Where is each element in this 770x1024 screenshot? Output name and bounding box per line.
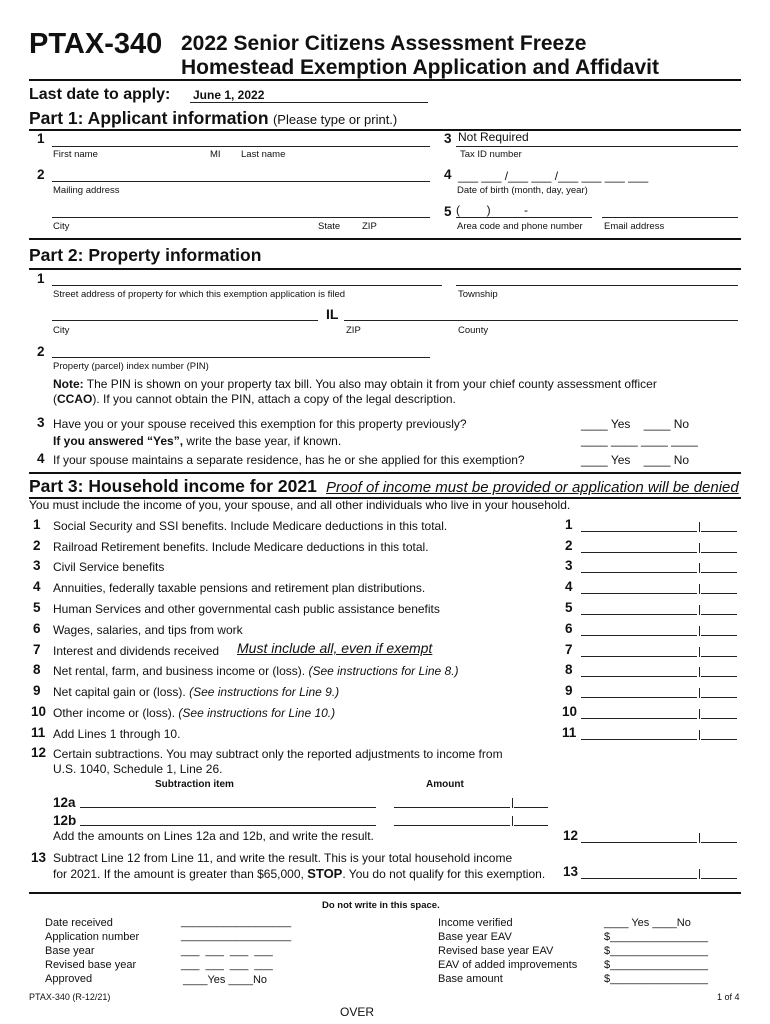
base-amount-field: $________________ <box>604 973 709 985</box>
income-line-label: Social Security and SSI benefits. Include Medicare deductions in this total. <box>53 519 448 533</box>
part2-rule <box>29 268 741 270</box>
header-rule <box>29 79 741 81</box>
mailing-address-field[interactable] <box>52 181 430 182</box>
income-line-number: 4 <box>33 579 41 594</box>
income-line-number-right: 9 <box>565 683 573 698</box>
part3-top-rule <box>29 472 741 474</box>
page-number: 1 of 4 <box>717 992 740 1002</box>
income-line-number: 9 <box>33 683 41 698</box>
property-city-field[interactable] <box>52 320 318 321</box>
income-line-number: 5 <box>33 600 41 615</box>
last-date-line <box>190 102 428 103</box>
question-3: Have you or your spouse received this exemption for this property previously? <box>53 417 467 431</box>
dob-field[interactable]: ___ ___ /___ ___ /___ ___ ___ ___ <box>458 169 649 183</box>
income-line-number-right: 6 <box>565 621 573 636</box>
property-street-field[interactable] <box>52 285 442 286</box>
part1-title: Part 1: Applicant information (Please type or print.) <box>29 108 398 128</box>
income-line-number-right: 8 <box>565 662 573 677</box>
revised-eav-field: $________________ <box>604 945 709 957</box>
income-line-number: 8 <box>33 662 41 677</box>
city-state-zip-field[interactable] <box>52 217 430 218</box>
income-line-number: 10 <box>31 704 47 719</box>
property-zip-county-field[interactable] <box>344 320 738 321</box>
income-line-number-right: 5 <box>565 600 573 615</box>
form-title-line1: 2022 Senior Citizens Assessment Freeze <box>181 32 587 55</box>
part2-top-rule <box>29 238 741 240</box>
form-id: PTAX-340 <box>29 28 163 60</box>
pin-note: Note: The PIN is shown on your property tax bill. You also may obtain it from your chief county assessment officer <box>53 377 657 391</box>
base-year-field[interactable]: ____ ____ ____ ____ <box>581 433 698 447</box>
income-line-number: 6 <box>33 621 41 636</box>
income-line-number: 1 <box>33 517 41 532</box>
form-title-line2: Homestead Exemption Application and Affidavit <box>181 56 659 79</box>
income-line-label: Add Lines 1 through 10. <box>53 727 181 741</box>
over-label: OVER <box>340 1005 375 1019</box>
income-line-number: 11 <box>31 725 46 740</box>
q4-yes-no[interactable]: ____ Yes ____ No <box>581 453 690 467</box>
added-improvements-field: $________________ <box>604 959 709 971</box>
income-line-label: Railroad Retirement benefits. Include Medicare deductions in this total. <box>53 540 429 554</box>
income-line-label: Other income or (loss). (See instructions for Line 10.) <box>53 706 336 720</box>
township-field[interactable] <box>456 285 738 286</box>
income-line-number-right: 4 <box>565 579 573 594</box>
question-4: If your spouse maintains a separate residence, has he or she applied for this exemption? <box>53 453 525 467</box>
tax-id-not-required: Not Required <box>458 130 529 144</box>
revised-base-year-field: ___ ___ ___ ___ <box>181 959 273 971</box>
income-verified-yes-no: ____ Yes ____No <box>604 917 691 929</box>
must-include-note: Must include all, even if exempt <box>237 640 433 656</box>
approved-yes-no: ____Yes ____No <box>183 974 268 986</box>
income-line-number-right: 11 <box>562 725 577 740</box>
income-line-number: 7 <box>33 642 41 657</box>
income-line-number-right: 1 <box>565 517 573 532</box>
income-line-number-right: 3 <box>565 558 573 573</box>
income-line-number-right: 2 <box>565 538 573 553</box>
part1-rule <box>29 129 741 131</box>
application-number-field: __________________ <box>181 930 292 942</box>
income-line-label: Wages, salaries, and tips from work <box>53 623 243 637</box>
date-received-field: __________________ <box>181 916 292 928</box>
last-date-label: Last date to apply: <box>29 86 171 103</box>
phone-field[interactable]: ( ) - <box>456 203 528 217</box>
income-line-label: Net capital gain or (loss). (See instructions for Line 9.) <box>53 685 340 699</box>
income-line-number-right: 7 <box>565 642 573 657</box>
income-line-number: 2 <box>33 538 41 553</box>
form-revision: PTAX-340 (R-12/21) <box>29 992 111 1002</box>
income-line-label: Annuities, federally taxable pensions and retirement plan distributions. <box>53 581 426 595</box>
part2-title: Part 2: Property information <box>29 245 262 265</box>
line-12a-item[interactable] <box>80 807 376 808</box>
office-use-title: Do not write in this space. <box>322 900 440 911</box>
part3-title: Part 3: Household income for 2021 <box>29 476 317 496</box>
income-line-label: Civil Service benefits <box>53 560 165 574</box>
office-base-year-field: ___ ___ ___ ___ <box>181 945 273 957</box>
office-rule <box>29 892 741 894</box>
tax-id-field[interactable] <box>456 146 738 147</box>
base-year-eav-field: $________________ <box>604 931 709 943</box>
part3-intro: You must include the income of you, your spouse, and all other individuals who live in your household. <box>29 498 571 512</box>
name-field[interactable] <box>52 146 430 147</box>
income-line-number-right: 10 <box>562 704 578 719</box>
line-12b-item[interactable] <box>80 825 376 826</box>
q3-yes-no[interactable]: ____ Yes ____ No <box>581 417 690 431</box>
proof-of-income-warning: Proof of income must be provided or application will be denied <box>326 479 739 496</box>
pin-field[interactable] <box>52 357 430 358</box>
email-field[interactable] <box>602 217 738 218</box>
income-line-label: Human Services and other governmental cash public assistance benefits <box>53 602 440 616</box>
last-date-value: June 1, 2022 <box>193 88 265 102</box>
income-line-label: Interest and dividends received <box>53 644 220 658</box>
income-line-number: 3 <box>33 558 41 573</box>
income-line-label: Net rental, farm, and business income or (loss). (See instructions for Line 8.) <box>53 664 459 678</box>
